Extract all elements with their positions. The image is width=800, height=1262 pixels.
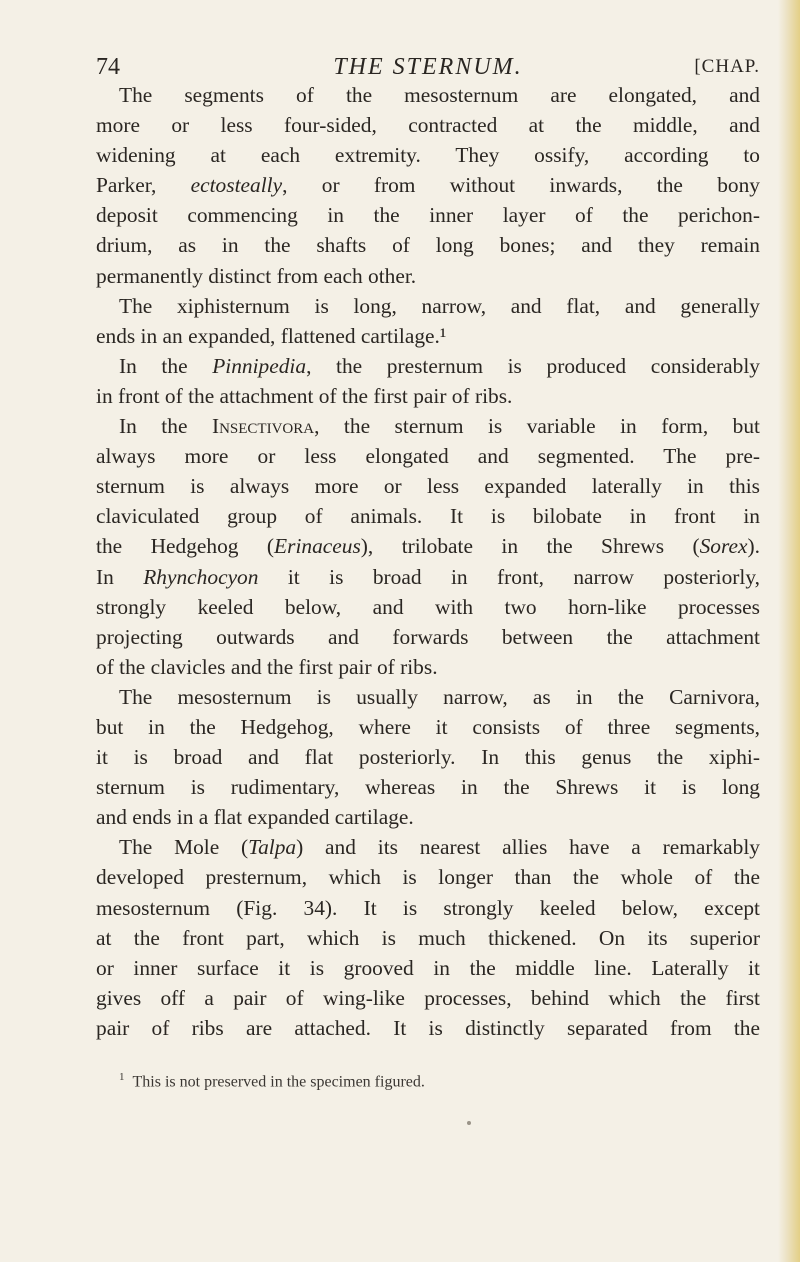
footnote bbox=[119, 1067, 759, 1092]
footnote-text: This is not preserved in the specimen figured. bbox=[132, 1073, 425, 1091]
text-line: Parker, ectosteally, or from without inwards, the bony bbox=[96, 173, 760, 198]
text-line: drium, as in the shafts of long bones; and they remain bbox=[96, 233, 760, 258]
text-line: The segments of the mesosternum are elongated, and bbox=[119, 83, 760, 107]
body-text bbox=[96, 80, 760, 1043]
page-number: 74 bbox=[96, 54, 120, 80]
text-line: always more or less elongated and segmented. The pre- bbox=[96, 444, 760, 469]
text-line: widening at each extremity. They ossify, according to bbox=[96, 143, 760, 168]
text-line: In the Insectivora, the sternum is variable in form, but bbox=[119, 414, 760, 439]
text-line: sternum is rudimentary, whereas in the Shrews it is long bbox=[96, 775, 760, 800]
text-line: sternum is always more or less expanded laterally in this bbox=[96, 474, 760, 499]
page-edge bbox=[778, 0, 800, 1262]
text-line: more or less four-sided, contracted at the middle, and bbox=[96, 113, 760, 138]
text-line: pair of ribs are attached. It is distinctly separated from the bbox=[96, 1015, 760, 1040]
text-line: strongly keeled below, and with two horn-like processes bbox=[96, 594, 760, 619]
text-line: or inner surface it is grooved in the middle line. Laterally it bbox=[96, 955, 760, 980]
footnote-marker: 1 bbox=[119, 1071, 125, 1083]
text-line: In the Pinnipedia, the presternum is produced considerably bbox=[119, 353, 760, 378]
text-line: claviculated group of animals. It is bilobate in front in bbox=[96, 504, 760, 529]
text-line: it is broad and flat posteriorly. In this genus the xiphi- bbox=[96, 745, 760, 770]
chapter-mark: [CHAP. bbox=[694, 56, 760, 77]
text-line: and ends in a flat expanded cartilage. bbox=[96, 805, 414, 830]
text-line: projecting outwards and forwards between the attachment bbox=[96, 624, 760, 649]
text-line: gives off a pair of wing-like processes, behind which the first bbox=[96, 985, 760, 1010]
text-line: The mesosternum is usually narrow, as in the Carnivora, bbox=[119, 684, 760, 709]
text-line: the Hedgehog (Erinaceus), trilobate in the Shrews (Sorex). bbox=[96, 534, 760, 559]
text-line: mesosternum (Fig. 34). It is strongly keeled below, except bbox=[96, 895, 760, 920]
text-line: The xiphisternum is long, narrow, and flat, and generally bbox=[119, 293, 760, 318]
text-line: developed presternum, which is longer than the whole of the bbox=[96, 865, 760, 890]
text-line: permanently distinct from each other. bbox=[96, 263, 417, 288]
text-line: in front of the attachment of the first pair of ribs. bbox=[96, 383, 513, 408]
text-line: at the front part, which is much thickened. On its superior bbox=[96, 925, 760, 950]
text-line: In Rhynchocyon it is broad in front, narrow posteriorly, bbox=[96, 564, 760, 589]
text-line: The Mole (Talpa) and its nearest allies have a remarkably bbox=[119, 835, 760, 860]
running-title: THE STERNUM. bbox=[333, 54, 523, 80]
text-line: but in the Hedgehog, where it consists of three segments, bbox=[96, 714, 760, 739]
text-line: ends in an expanded, flattened cartilage.¹ bbox=[96, 323, 447, 348]
speck bbox=[467, 1121, 471, 1125]
text-line: deposit commencing in the inner layer of the perichon- bbox=[96, 203, 760, 228]
text-line: of the clavicles and the first pair of ribs. bbox=[96, 654, 438, 679]
